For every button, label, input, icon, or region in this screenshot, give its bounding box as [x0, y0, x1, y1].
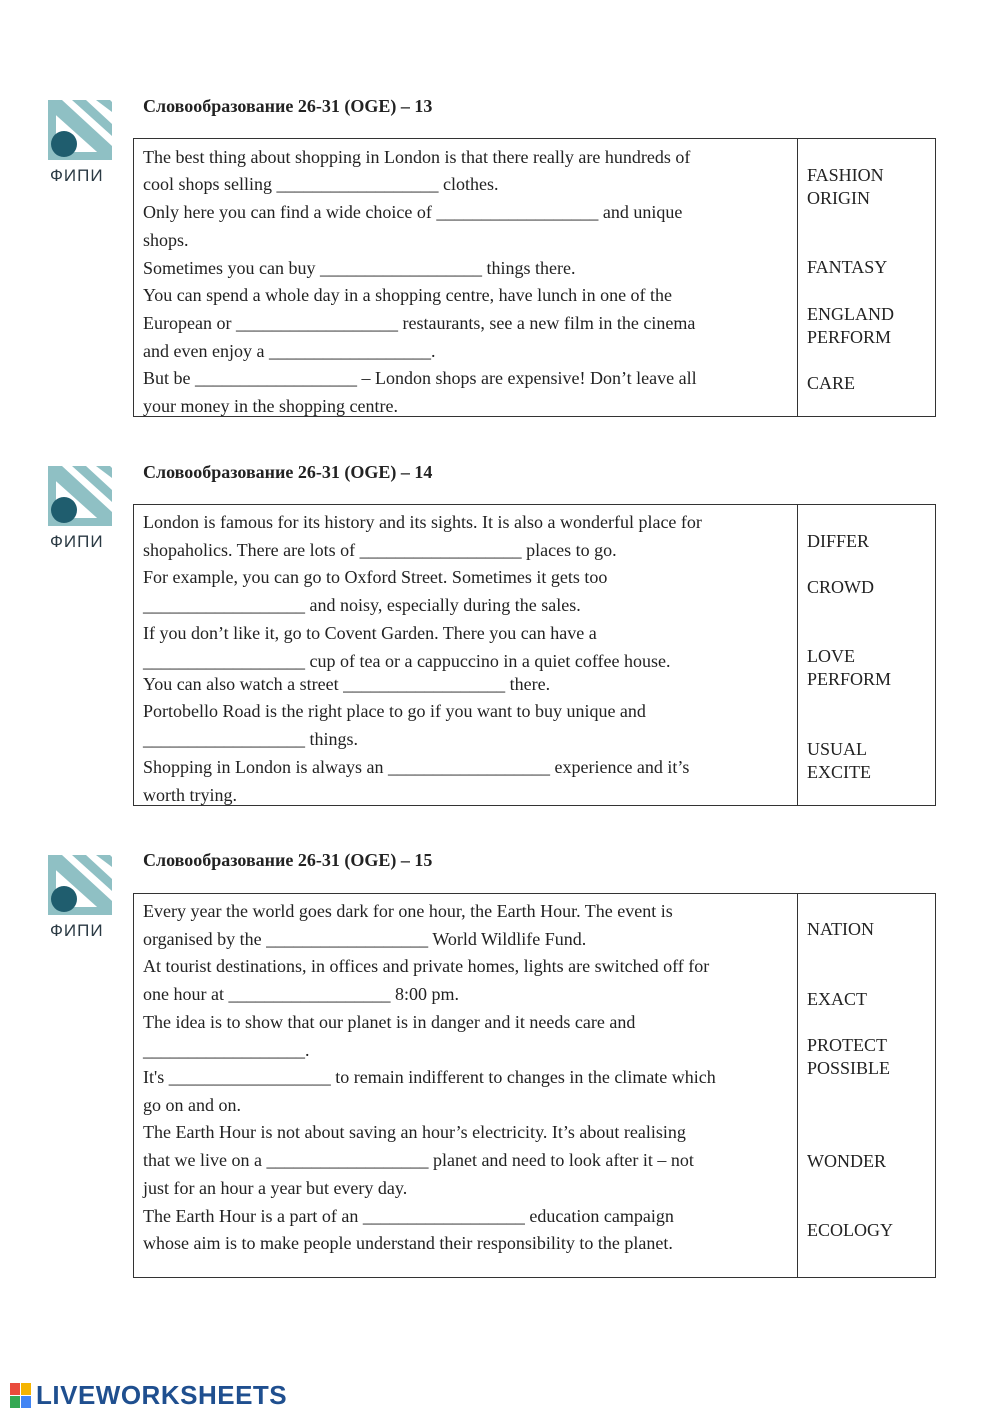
text-line: worth trying. — [143, 785, 237, 805]
base-word: NATION — [807, 919, 874, 939]
text-line: At tourist destinations, in offices and private homes, lights are switched off for — [143, 956, 710, 976]
text-line: You can spend a whole day in a shopping centre, have lunch in one of the — [143, 285, 673, 305]
fipi-logo-text: ФИПИ — [50, 532, 104, 551]
base-word: CROWD — [807, 577, 874, 597]
base-word: FANTASY — [807, 257, 888, 277]
text-line: Every year the world goes dark for one hour, the Earth Hour. The event is — [143, 901, 673, 921]
text-line: just for an hour a year but every day. — [143, 1178, 408, 1198]
text-line: For example, you can go to Oxford Street. Sometimes it gets too — [143, 567, 608, 587]
text-line: __________________ and noisy, especially during the sales. — [143, 595, 581, 615]
text-line: cool shops selling __________________ clothes. — [143, 174, 499, 194]
fipi-logo-text: ФИПИ — [50, 921, 104, 940]
exercise-box-13 — [133, 138, 936, 417]
text-line: your money in the shopping centre. — [143, 396, 398, 416]
base-word: USUAL — [807, 739, 868, 759]
text-line: organised by the __________________ World Wildlife Fund. — [143, 929, 587, 949]
section-title-14: Словообразование 26-31 (OGE) – 14 — [143, 462, 433, 482]
text-line: __________________ things. — [143, 729, 359, 749]
exercise-box-15 — [133, 893, 936, 1278]
text-line: shopaholics. There are lots of __________________ places to go. — [143, 540, 617, 560]
text-line: __________________. — [143, 1040, 310, 1060]
text-line: Only here you can find a wide choice of __________________ and unique — [143, 202, 683, 222]
section-title-13: Словообразование 26-31 (OGE) – 13 — [143, 96, 433, 116]
text-line: Sometimes you can buy __________________ things there. — [143, 258, 576, 278]
text-line: go on and on. — [143, 1095, 241, 1115]
liveworksheets-logo-icon — [10, 1383, 32, 1409]
base-word: ECOLOGY — [807, 1220, 893, 1240]
column-divider — [797, 894, 798, 1277]
base-word: PERFORM — [807, 669, 892, 689]
text-line: European or __________________ restaurants, see a new film in the cinema — [143, 313, 696, 333]
text-line: __________________ cup of tea or a cappuccino in a quiet coffee house. — [143, 651, 671, 671]
base-word: EXCITE — [807, 762, 871, 782]
text-line: But be __________________ – London shops are expensive! Don’t leave all — [143, 368, 697, 388]
base-word: FASHION — [807, 165, 884, 185]
exercise-box-14 — [133, 504, 936, 806]
base-word: CARE — [807, 373, 856, 393]
base-word: EXACT — [807, 989, 867, 1009]
text-line: It's __________________ to remain indifferent to changes in the climate which — [143, 1067, 716, 1087]
base-word: WONDER — [807, 1151, 886, 1171]
base-word: PERFORM — [807, 327, 892, 347]
fipi-logo — [48, 855, 114, 941]
liveworksheets-footer — [10, 1380, 287, 1411]
base-word: DIFFER — [807, 531, 870, 551]
base-word: POSSIBLE — [807, 1058, 891, 1078]
base-word: ENGLAND — [807, 304, 894, 324]
column-divider — [797, 139, 798, 416]
text-line: The Earth Hour is a part of an __________________ education campaign — [143, 1206, 674, 1226]
text-line: one hour at __________________ 8:00 pm. — [143, 984, 459, 1004]
text-line: The best thing about shopping in London is that there really are hundreds of — [143, 147, 691, 167]
fipi-logo-icon — [48, 100, 112, 160]
text-line: Portobello Road is the right place to go if you want to buy unique and — [143, 701, 646, 721]
liveworksheets-brand: LIVEWORKSHEETS — [36, 1380, 288, 1410]
text-line: and even enjoy a __________________. — [143, 341, 436, 361]
column-divider — [797, 505, 798, 805]
base-word: ORIGIN — [807, 188, 870, 208]
base-word: LOVE — [807, 646, 855, 666]
text-line: If you don’t like it, go to Covent Garden. There you can have a — [143, 623, 597, 643]
text-line: Shopping in London is always an __________________ experience and it’s — [143, 757, 690, 777]
fipi-logo-text: ФИПИ — [50, 166, 104, 185]
fipi-logo-icon — [48, 466, 112, 526]
fipi-logo-icon — [48, 855, 112, 915]
text-line: The Earth Hour is not about saving an hour’s electricity. It’s about realising — [143, 1122, 686, 1142]
fipi-logo — [48, 466, 114, 552]
text-line: that we live on a __________________ planet and need to look after it – not — [143, 1150, 694, 1170]
section-title-15: Словообразование 26-31 (OGE) – 15 — [143, 850, 433, 870]
text-line: You can also watch a street __________________ there. — [143, 674, 551, 694]
base-word: PROTECT — [807, 1035, 888, 1055]
text-line: London is famous for its history and its sights. It is also a wonderful place for — [143, 512, 702, 532]
text-line: shops. — [143, 230, 189, 250]
text-line: whose aim is to make people understand their responsibility to the planet. — [143, 1233, 673, 1253]
text-line: The idea is to show that our planet is in danger and it needs care and — [143, 1012, 636, 1032]
fipi-logo — [48, 100, 114, 186]
